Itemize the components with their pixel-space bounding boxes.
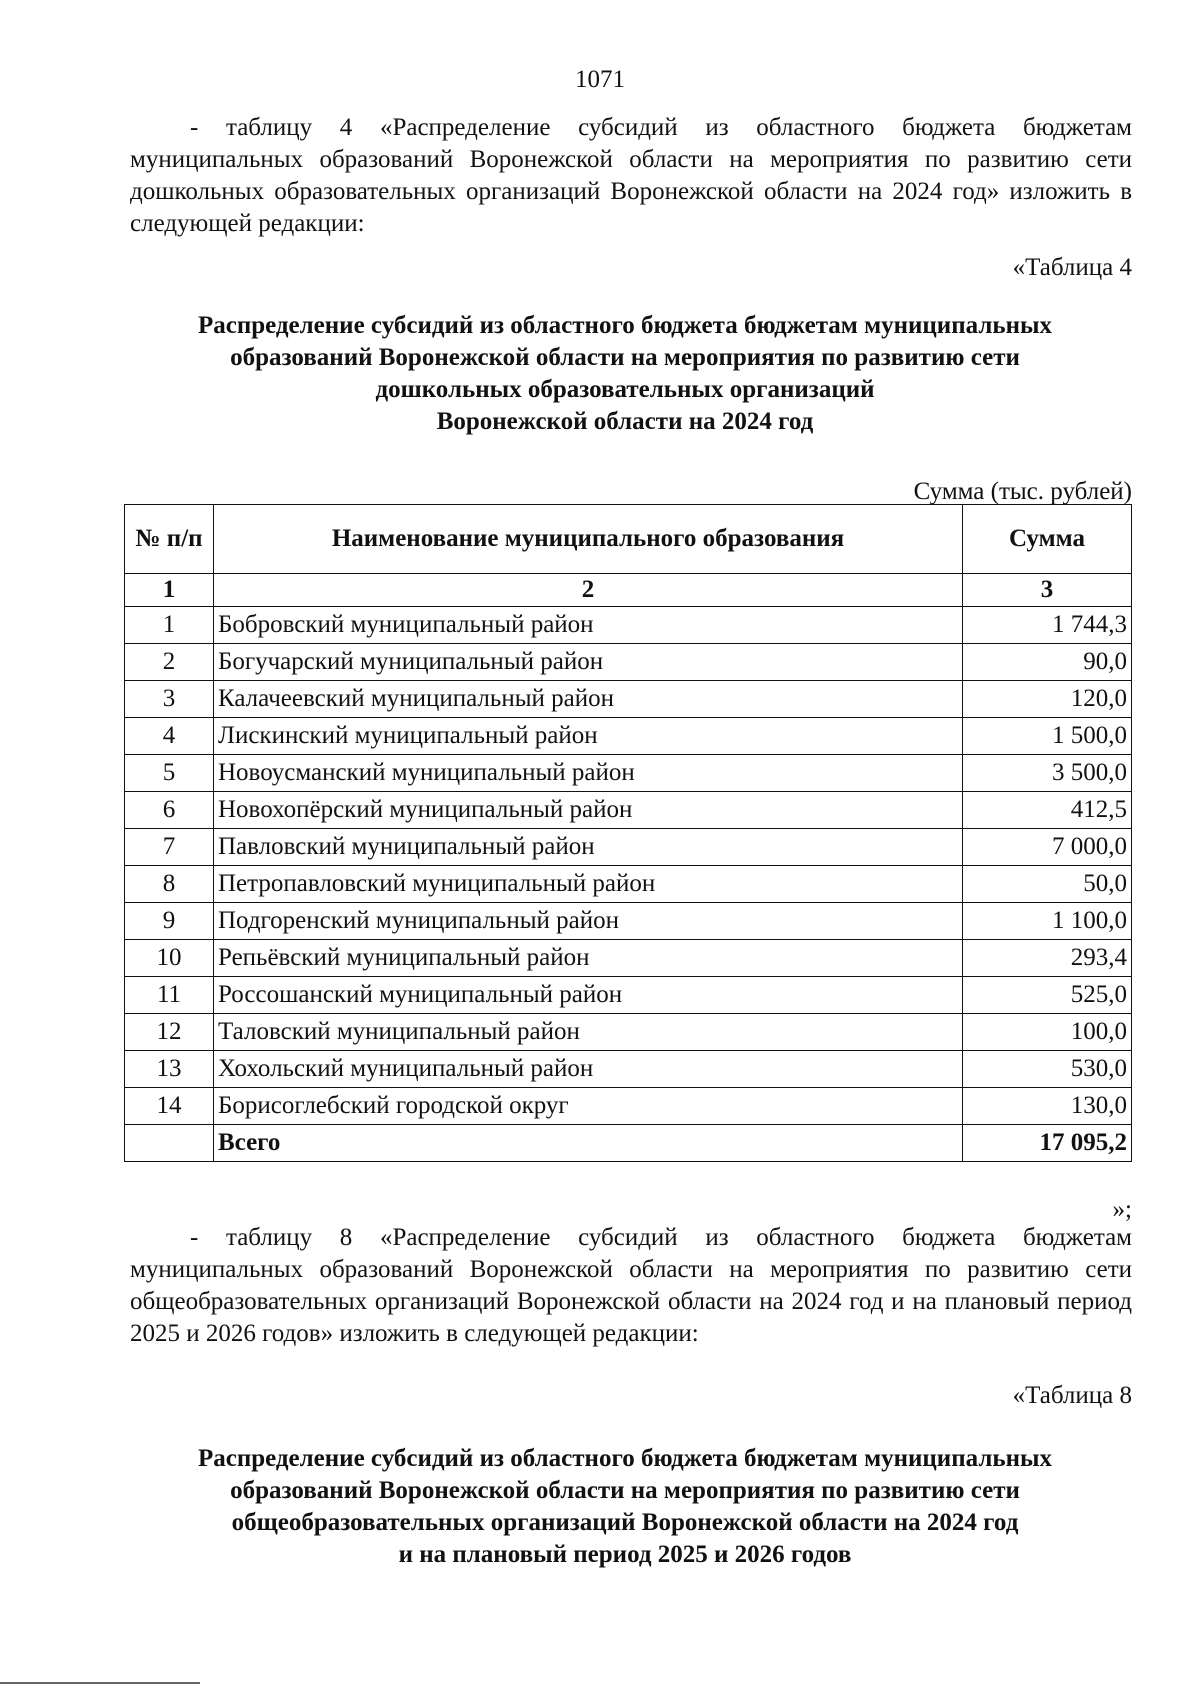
table-row xyxy=(125,866,1132,903)
row-num: 11 xyxy=(125,977,214,1014)
table-row xyxy=(125,644,1132,681)
row-num: 2 xyxy=(125,644,214,681)
row-sum: 1 100,0 xyxy=(963,903,1132,940)
row-num: 4 xyxy=(125,718,214,755)
amendment-paragraph-table-8: - таблицу 8 «Распределение субсидий из областного бюджета бюджетам муниципальных образований Воронежской области на мероприятия по развитию сети общеобразовательных организаций Воронежской области на 2024 год и на плановый период 2025 и 2026 годов» изложить в следующей редакции: xyxy=(130,1224,1132,1347)
row-name: Петропавловский муниципальный район xyxy=(214,866,963,903)
row-name: Новохопёрский муниципальный район xyxy=(214,792,963,829)
row-num: 12 xyxy=(125,1014,214,1051)
row-sum: 100,0 xyxy=(963,1014,1132,1051)
page-number: 1071 xyxy=(575,66,625,93)
row-sum: 120,0 xyxy=(963,681,1132,718)
row-name: Репьёвский муниципальный район xyxy=(214,940,963,977)
subsidy-table xyxy=(124,504,1132,1162)
table-row xyxy=(125,755,1132,792)
table-row xyxy=(125,1088,1132,1125)
closing-quote: »; xyxy=(1112,1196,1132,1223)
row-name: Лискинский муниципальный район xyxy=(214,718,963,755)
header-num: № п/п xyxy=(125,505,214,574)
column-index: 3 xyxy=(963,574,1132,607)
column-index: 2 xyxy=(214,574,963,607)
table-8-heading xyxy=(120,1443,1130,1571)
table-row xyxy=(125,940,1132,977)
total-row xyxy=(125,1125,1132,1162)
row-num: 8 xyxy=(125,866,214,903)
total-num-cell xyxy=(125,1125,214,1162)
heading-line: образований Воронежской области на мероприятия по развитию сети xyxy=(230,1477,1020,1504)
row-sum: 530,0 xyxy=(963,1051,1132,1088)
table-row xyxy=(125,792,1132,829)
table-row xyxy=(125,1014,1132,1051)
heading-line: Распределение субсидий из областного бюджета бюджетам муниципальных xyxy=(197,312,1053,339)
row-name: Калачеевский муниципальный район xyxy=(214,681,963,718)
table-header-row xyxy=(125,505,1132,574)
row-name: Таловский муниципальный район xyxy=(214,1014,963,1051)
heading-line: Воронежской области на 2024 год xyxy=(436,408,814,435)
row-sum: 293,4 xyxy=(963,940,1132,977)
row-num: 3 xyxy=(125,681,214,718)
table-8-caption: «Таблица 8 xyxy=(1012,1382,1132,1409)
heading-line: общеобразовательных организаций Воронежской области на 2024 год xyxy=(231,1509,1019,1536)
column-index: 1 xyxy=(125,574,214,607)
units-label: Сумма (тыс. рублей) xyxy=(913,478,1132,505)
total-sum: 17 095,2 xyxy=(963,1125,1132,1162)
header-name: Наименование муниципального образования xyxy=(214,505,963,574)
table-body xyxy=(125,607,1132,1125)
table-4-caption: «Таблица 4 xyxy=(1012,254,1132,281)
row-name: Павловский муниципальный район xyxy=(214,829,963,866)
row-name: Россошанский муниципальный район xyxy=(214,977,963,1014)
table-4-heading xyxy=(120,310,1130,438)
row-name: Богучарский муниципальный район xyxy=(214,644,963,681)
row-sum: 412,5 xyxy=(963,792,1132,829)
row-num: 6 xyxy=(125,792,214,829)
row-num: 14 xyxy=(125,1088,214,1125)
heading-line: образований Воронежской области на мероприятия по развитию сети xyxy=(230,344,1020,371)
row-name: Новоусманский муниципальный район xyxy=(214,755,963,792)
header-sum: Сумма xyxy=(963,505,1132,574)
row-num: 5 xyxy=(125,755,214,792)
total-label: Всего xyxy=(214,1125,963,1162)
row-num: 7 xyxy=(125,829,214,866)
heading-line: и на плановый период 2025 и 2026 годов xyxy=(398,1541,852,1568)
column-index-row xyxy=(125,574,1132,607)
amendment-paragraph-table-4: - таблицу 4 «Распределение субсидий из областного бюджета бюджетам муниципальных образований Воронежской области на мероприятия по развитию сети дошкольных образовательных организаций Воронежской области на 2024 год» изложить в следующей редакции: xyxy=(130,114,1132,237)
table-row xyxy=(125,1051,1132,1088)
table-row xyxy=(125,977,1132,1014)
table-row xyxy=(125,903,1132,940)
table-row xyxy=(125,607,1132,644)
row-num: 10 xyxy=(125,940,214,977)
row-name: Борисоглебский городской округ xyxy=(214,1088,963,1125)
row-name: Подгоренский муниципальный район xyxy=(214,903,963,940)
heading-line: дошкольных образовательных организаций xyxy=(375,376,875,403)
row-sum: 90,0 xyxy=(963,644,1132,681)
row-sum: 525,0 xyxy=(963,977,1132,1014)
row-sum: 3 500,0 xyxy=(963,755,1132,792)
table-row xyxy=(125,718,1132,755)
row-name: Хохольский муниципальный район xyxy=(214,1051,963,1088)
row-sum: 130,0 xyxy=(963,1088,1132,1125)
row-sum: 1 744,3 xyxy=(963,607,1132,644)
row-num: 1 xyxy=(125,607,214,644)
scan-edge-line xyxy=(0,1682,200,1684)
table-row xyxy=(125,829,1132,866)
row-num: 13 xyxy=(125,1051,214,1088)
table-row xyxy=(125,681,1132,718)
row-sum: 50,0 xyxy=(963,866,1132,903)
row-sum: 7 000,0 xyxy=(963,829,1132,866)
row-name: Бобровский муниципальный район xyxy=(214,607,963,644)
row-num: 9 xyxy=(125,903,214,940)
heading-line: Распределение субсидий из областного бюджета бюджетам муниципальных xyxy=(197,1445,1053,1472)
row-sum: 1 500,0 xyxy=(963,718,1132,755)
